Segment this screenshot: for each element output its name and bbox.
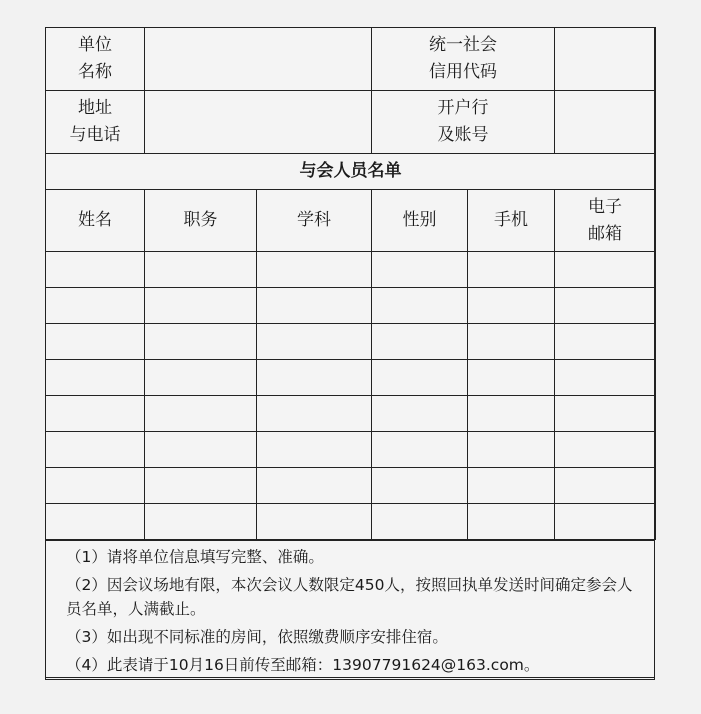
registration-form (45, 27, 655, 678)
attendee-phone-cell[interactable] (468, 324, 555, 360)
attendee-phone-cell[interactable] (468, 360, 555, 396)
attendee-email-cell[interactable] (555, 324, 656, 360)
attendee-name-cell[interactable] (46, 360, 145, 396)
attendee-row (46, 432, 656, 468)
note-3: （3）如出现不同标准的房间，依照缴费顺序安排住宿。 (66, 628, 448, 646)
attendee-gender-cell[interactable] (372, 504, 468, 540)
attendee-position-cell[interactable] (145, 396, 257, 432)
attendee-phone-cell[interactable] (468, 504, 555, 540)
header-email-line2: 邮箱 (588, 223, 622, 244)
attendee-list-title: 与会人员名单 (46, 154, 656, 190)
attendee-row (46, 468, 656, 504)
unit-name-field[interactable] (145, 28, 372, 91)
attendee-gender-cell[interactable] (372, 252, 468, 288)
attendee-name-cell[interactable] (46, 324, 145, 360)
attendee-subject-cell[interactable] (257, 324, 372, 360)
attendee-gender-cell[interactable] (372, 432, 468, 468)
attendee-subject-cell[interactable] (257, 396, 372, 432)
attendee-position-cell[interactable] (145, 468, 257, 504)
attendee-name-cell[interactable] (46, 468, 145, 504)
bank-label-line1: 开户行 (437, 98, 489, 118)
attendee-gender-cell[interactable] (372, 324, 468, 360)
attendee-gender-cell[interactable] (372, 288, 468, 324)
attendee-subject-cell[interactable] (257, 468, 372, 504)
attendee-name-cell[interactable] (46, 252, 145, 288)
attendee-email-cell[interactable] (555, 468, 656, 504)
bank-label-line2: 及账号 (437, 125, 489, 145)
attendee-gender-cell[interactable] (372, 360, 468, 396)
credit-code-label-line2: 信用代码 (429, 62, 497, 82)
header-email (555, 190, 656, 252)
notes-section (45, 540, 655, 680)
header-subject: 学科 (257, 190, 372, 252)
attendee-subject-cell[interactable] (257, 360, 372, 396)
form-table (45, 27, 656, 540)
unit-name-label-line1: 单位 (78, 35, 112, 55)
address-label-line2: 与电话 (69, 125, 121, 145)
attendee-position-cell[interactable] (145, 432, 257, 468)
bank-field[interactable] (555, 91, 656, 154)
attendee-email-cell[interactable] (555, 288, 656, 324)
attendee-name-cell[interactable] (46, 288, 145, 324)
attendee-email-cell[interactable] (555, 432, 656, 468)
attendee-row (46, 360, 656, 396)
attendee-rows (46, 252, 656, 540)
header-gender: 性别 (372, 190, 468, 252)
bank-label (372, 91, 555, 154)
unit-name-label-line2: 名称 (78, 62, 112, 82)
attendee-phone-cell[interactable] (468, 288, 555, 324)
unit-name-label (46, 28, 145, 91)
attendee-email-cell[interactable] (555, 252, 656, 288)
attendee-row (46, 504, 656, 540)
header-email-line1: 电子 (588, 196, 622, 217)
attendee-phone-cell[interactable] (468, 432, 555, 468)
attendee-gender-cell[interactable] (372, 468, 468, 504)
note-4: （4）此表请于10月16日前传至邮箱：13907791624@163.com。 (66, 656, 540, 674)
credit-code-field[interactable] (555, 28, 656, 91)
attendee-row (46, 252, 656, 288)
note-2: （2）因会议场地有限，本次会议人数限定450人，按照回执单发送时间确定参会人员名单，人满截止。 (66, 576, 633, 618)
attendee-email-cell[interactable] (555, 504, 656, 540)
attendee-subject-cell[interactable] (257, 432, 372, 468)
attendee-phone-cell[interactable] (468, 252, 555, 288)
attendee-position-cell[interactable] (145, 360, 257, 396)
attendee-subject-cell[interactable] (257, 288, 372, 324)
attendee-phone-cell[interactable] (468, 468, 555, 504)
attendee-position-cell[interactable] (145, 252, 257, 288)
credit-code-label-line1: 统一社会 (429, 35, 497, 55)
attendee-position-cell[interactable] (145, 288, 257, 324)
header-position: 职务 (145, 190, 257, 252)
attendee-position-cell[interactable] (145, 324, 257, 360)
header-name: 姓名 (46, 190, 145, 252)
attendee-name-cell[interactable] (46, 432, 145, 468)
credit-code-label (372, 28, 555, 91)
attendee-subject-cell[interactable] (257, 504, 372, 540)
attendee-position-cell[interactable] (145, 504, 257, 540)
address-field[interactable] (145, 91, 372, 154)
attendee-email-cell[interactable] (555, 360, 656, 396)
attendee-phone-cell[interactable] (468, 396, 555, 432)
attendee-row (46, 288, 656, 324)
address-label-line1: 地址 (78, 98, 112, 118)
attendee-name-cell[interactable] (46, 504, 145, 540)
attendee-row (46, 324, 656, 360)
address-label (46, 91, 145, 154)
attendee-gender-cell[interactable] (372, 396, 468, 432)
note-1: （1）请将单位信息填写完整、准确。 (66, 548, 324, 566)
attendee-name-cell[interactable] (46, 396, 145, 432)
header-phone: 手机 (468, 190, 555, 252)
attendee-subject-cell[interactable] (257, 252, 372, 288)
attendee-row (46, 396, 656, 432)
attendee-email-cell[interactable] (555, 396, 656, 432)
